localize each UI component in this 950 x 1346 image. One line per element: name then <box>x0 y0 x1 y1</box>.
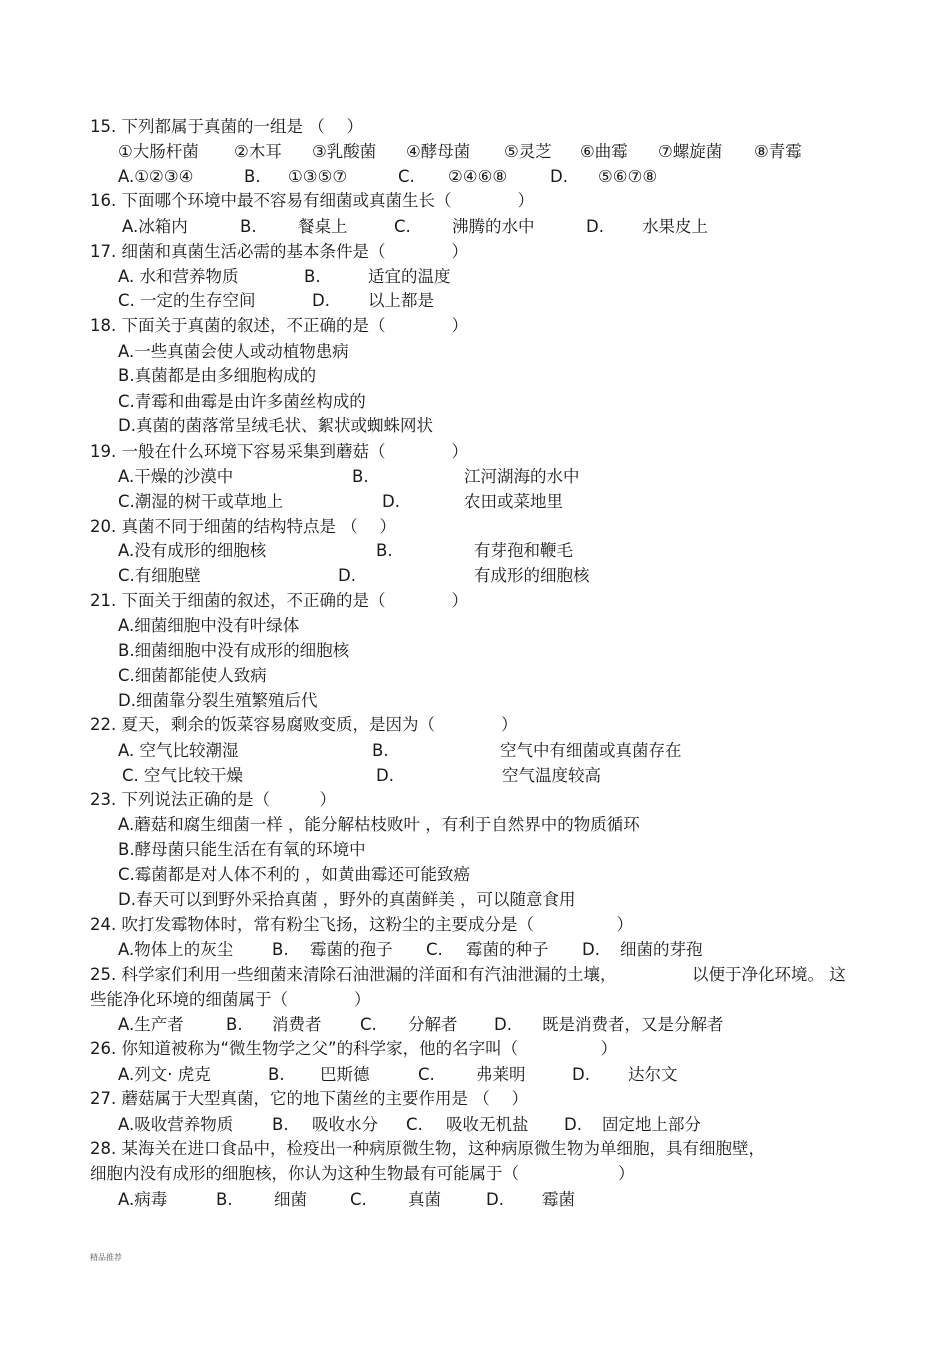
q26-stem: 26. 你知道被称为“微生物学之父”的科学家，他的名字叫（ ） <box>90 1039 618 1058</box>
q15-option-b: B. <box>244 167 261 186</box>
q23-option-b: B.酵母菌只能生活在有氧的环境中 <box>118 840 366 859</box>
q24-option-b-text: 霉菌的孢子 <box>310 940 393 959</box>
q28-stem-line2: 细胞内没有成形的细胞核，你认为这种生物最有可能属于（ ） <box>90 1164 635 1183</box>
q17-option-d-text: 以上都是 <box>368 291 434 310</box>
q23-option-a: A.蘑菇和腐生细菌一样 ，能分解枯枝败叶 ，有利于自然界中的物质循环 <box>118 815 640 834</box>
q15-option-d-text: ⑤⑥⑦⑧ <box>598 167 658 186</box>
q28-option-b-text: 细菌 <box>274 1190 307 1209</box>
q24-option-d-text: 细菌的芽孢 <box>620 940 703 959</box>
q15-option-c: C. <box>398 167 415 186</box>
q18-option-b: B.真菌都是由多细胞构成的 <box>118 366 317 385</box>
q22-option-d-text: 空气温度较高 <box>502 766 601 785</box>
q25-option-d: D. <box>494 1015 512 1034</box>
q21-stem: 21. 下面关于细菌的叙述，不正确的是（ ） <box>90 591 468 610</box>
q18-option-c: C.青霉和曲霉是由许多菌丝构成的 <box>118 392 366 411</box>
q18-option-d: D.真菌的菌落常呈绒毛状、絮状或蜘蛛网状 <box>118 416 433 435</box>
q25-stem-part1: 25. 科学家们利用一些细菌来清除石油泄漏的洋面和有汽油泄漏的土壤， <box>90 965 617 984</box>
q25-option-b: B. <box>226 1015 243 1034</box>
q27-option-b: B. <box>272 1115 289 1134</box>
q19-option-c: C.潮湿的树干或草地上 <box>118 492 284 511</box>
q22-option-d: D. <box>376 766 394 785</box>
q22-option-b-text: 空气中有细菌或真菌存在 <box>500 741 682 760</box>
q25-option-c-text: 分解者 <box>408 1015 458 1034</box>
q15-item: ⑥曲霉 <box>580 142 628 161</box>
q22-option-a: A. 空气比较潮湿 <box>118 741 239 760</box>
q19-option-a: A.干燥的沙漠中 <box>118 467 234 486</box>
q25-option-a: A.生产者 <box>118 1015 184 1034</box>
q15-item: ②木耳 <box>234 142 282 161</box>
q26-option-d-text: 达尔文 <box>628 1065 678 1084</box>
q16-stem: 16. 下面哪个环境中最不容易有细菌或真菌生长（ ） <box>90 191 534 210</box>
q24-stem: 24. 吹打发霉物体时，常有粉尘飞扬，这粉尘的主要成分是（ ） <box>90 915 633 934</box>
q15-item: ④酵母菌 <box>406 142 471 161</box>
q26-option-c-text: 弗莱明 <box>476 1065 526 1084</box>
q15-option-c-text: ②④⑥⑧ <box>448 167 508 186</box>
q15-option-a: A.①②③④ <box>118 167 194 186</box>
q25-stem-line2: 些能净化环境的细菌属于（ ） <box>90 990 371 1009</box>
q21-option-a: A.细菌细胞中没有叶绿体 <box>118 616 300 635</box>
q24-option-c-text: 霉菌的种子 <box>466 940 549 959</box>
q23-option-d: D.春天可以到野外采拾真菌 ，野外的真菌鲜美 ，可以随意食用 <box>118 890 576 909</box>
q16-option-b-text: 餐桌上 <box>298 217 348 236</box>
q19-option-d-text: 农田或菜地里 <box>464 492 563 511</box>
q15-item: ⑧青霉 <box>754 142 802 161</box>
q25-option-c: C. <box>360 1015 377 1034</box>
q23-stem: 23. 下列说法正确的是（ ） <box>90 790 336 809</box>
q20-option-b: B. <box>376 541 393 560</box>
q21-option-b: B.细菌细胞中没有成形的细胞核 <box>118 641 350 660</box>
q27-option-d-text: 固定地上部分 <box>602 1115 701 1134</box>
q27-option-c: C. <box>406 1115 423 1134</box>
q27-option-d: D. <box>564 1115 582 1134</box>
q28-option-c: C. <box>350 1190 367 1209</box>
q25-option-b-text: 消费者 <box>272 1015 322 1034</box>
q28-stem-line1: 28. 某海关在进口食品中，检疫出一种病原微生物，这种病原微生物为单细胞，具有细胞壁， <box>90 1139 765 1158</box>
q15-stem: 15. 下列都属于真菌的一组是 （ ） <box>90 117 363 136</box>
q23-option-c: C.霉菌都是对人体不利的 ，如黄曲霉还可能致癌 <box>118 865 471 884</box>
q22-option-b: B. <box>372 741 389 760</box>
q19-option-b: B. <box>352 467 369 486</box>
q15-item: ③乳酸菌 <box>312 142 377 161</box>
q28-option-d-text: 霉菌 <box>542 1190 575 1209</box>
q15-option-d: D. <box>550 167 568 186</box>
q15-option-b-text: ①③⑤⑦ <box>288 167 348 186</box>
q20-stem: 20. 真菌不同于细菌的结构特点是 （ ） <box>90 517 396 536</box>
q27-option-b-text: 吸收水分 <box>312 1115 378 1134</box>
q16-option-a: A.冰箱内 <box>122 217 188 236</box>
q24-option-d: D. <box>582 940 600 959</box>
q19-option-b-text: 江河湖海的水中 <box>464 467 580 486</box>
q21-option-c: C.细菌都能使人致病 <box>118 666 267 685</box>
q27-option-c-text: 吸收无机盐 <box>446 1115 529 1134</box>
q26-option-a: A.列文· 虎克 <box>118 1065 211 1084</box>
q17-stem: 17. 细菌和真菌生活必需的基本条件是（ ） <box>90 242 468 261</box>
q27-stem: 27. 蘑菇属于大型真菌，它的地下菌丝的主要作用是 （ ） <box>90 1089 528 1108</box>
q20-option-b-text: 有芽孢和鞭毛 <box>474 541 573 560</box>
q19-stem: 19. 一般在什么环境下容易采集到蘑菇（ ） <box>90 442 468 461</box>
q25-stem-part2: 以便于净化环境。 这 <box>692 965 846 984</box>
q15-item: ⑤灵芝 <box>504 142 552 161</box>
q15-item: ⑦螺旋菌 <box>658 142 723 161</box>
q28-option-c-text: 真菌 <box>408 1190 441 1209</box>
q28-option-d: D. <box>486 1190 504 1209</box>
q24-option-b: B. <box>272 940 289 959</box>
q28-option-b: B. <box>216 1190 233 1209</box>
q18-stem: 18. 下面关于真菌的叙述，不正确的是（ ） <box>90 316 468 335</box>
q26-option-b-text: 巴斯德 <box>320 1065 370 1084</box>
q19-option-d: D. <box>382 492 400 511</box>
q22-option-c: C. 空气比较干燥 <box>122 766 244 785</box>
q18-option-a: A.一些真菌会使人或动植物患病 <box>118 342 349 361</box>
q15-item: ①大肠杆菌 <box>118 142 199 161</box>
q24-option-a: A.物体上的灰尘 <box>118 940 234 959</box>
q21-option-d: D.细菌靠分裂生殖繁殖后代 <box>118 691 318 710</box>
q26-option-b: B. <box>268 1065 285 1084</box>
q16-option-c-text: 沸腾的水中 <box>452 217 535 236</box>
q17-option-d: D. <box>312 291 330 310</box>
q16-option-d: D. <box>586 217 604 236</box>
q16-option-d-text: 水果皮上 <box>642 217 708 236</box>
q28-option-a: A.病毒 <box>118 1190 168 1209</box>
q17-option-b: B. <box>304 267 321 286</box>
q25-option-d-text: 既是消费者，又是分解者 <box>542 1015 724 1034</box>
q22-stem: 22. 夏天，剩余的饭菜容易腐败变质，是因为（ ） <box>90 715 518 734</box>
q17-option-b-text: 适宜的温度 <box>368 267 451 286</box>
q16-option-c: C. <box>394 217 411 236</box>
q17-option-a: A. 水和营养物质 <box>118 267 239 286</box>
q24-option-c: C. <box>426 940 443 959</box>
q20-option-d-text: 有成形的细胞核 <box>474 566 590 585</box>
q26-option-c: C. <box>418 1065 435 1084</box>
q27-option-a: A.吸收营养物质 <box>118 1115 234 1134</box>
q26-option-d: D. <box>572 1065 590 1084</box>
q16-option-b: B. <box>240 217 257 236</box>
page-footer: 精品推荐 <box>90 1253 122 1262</box>
q20-option-c: C.有细胞壁 <box>118 566 201 585</box>
q20-option-d: D. <box>338 566 356 585</box>
q20-option-a: A.没有成形的细胞核 <box>118 541 267 560</box>
q17-option-c: C. 一定的生存空间 <box>118 291 256 310</box>
